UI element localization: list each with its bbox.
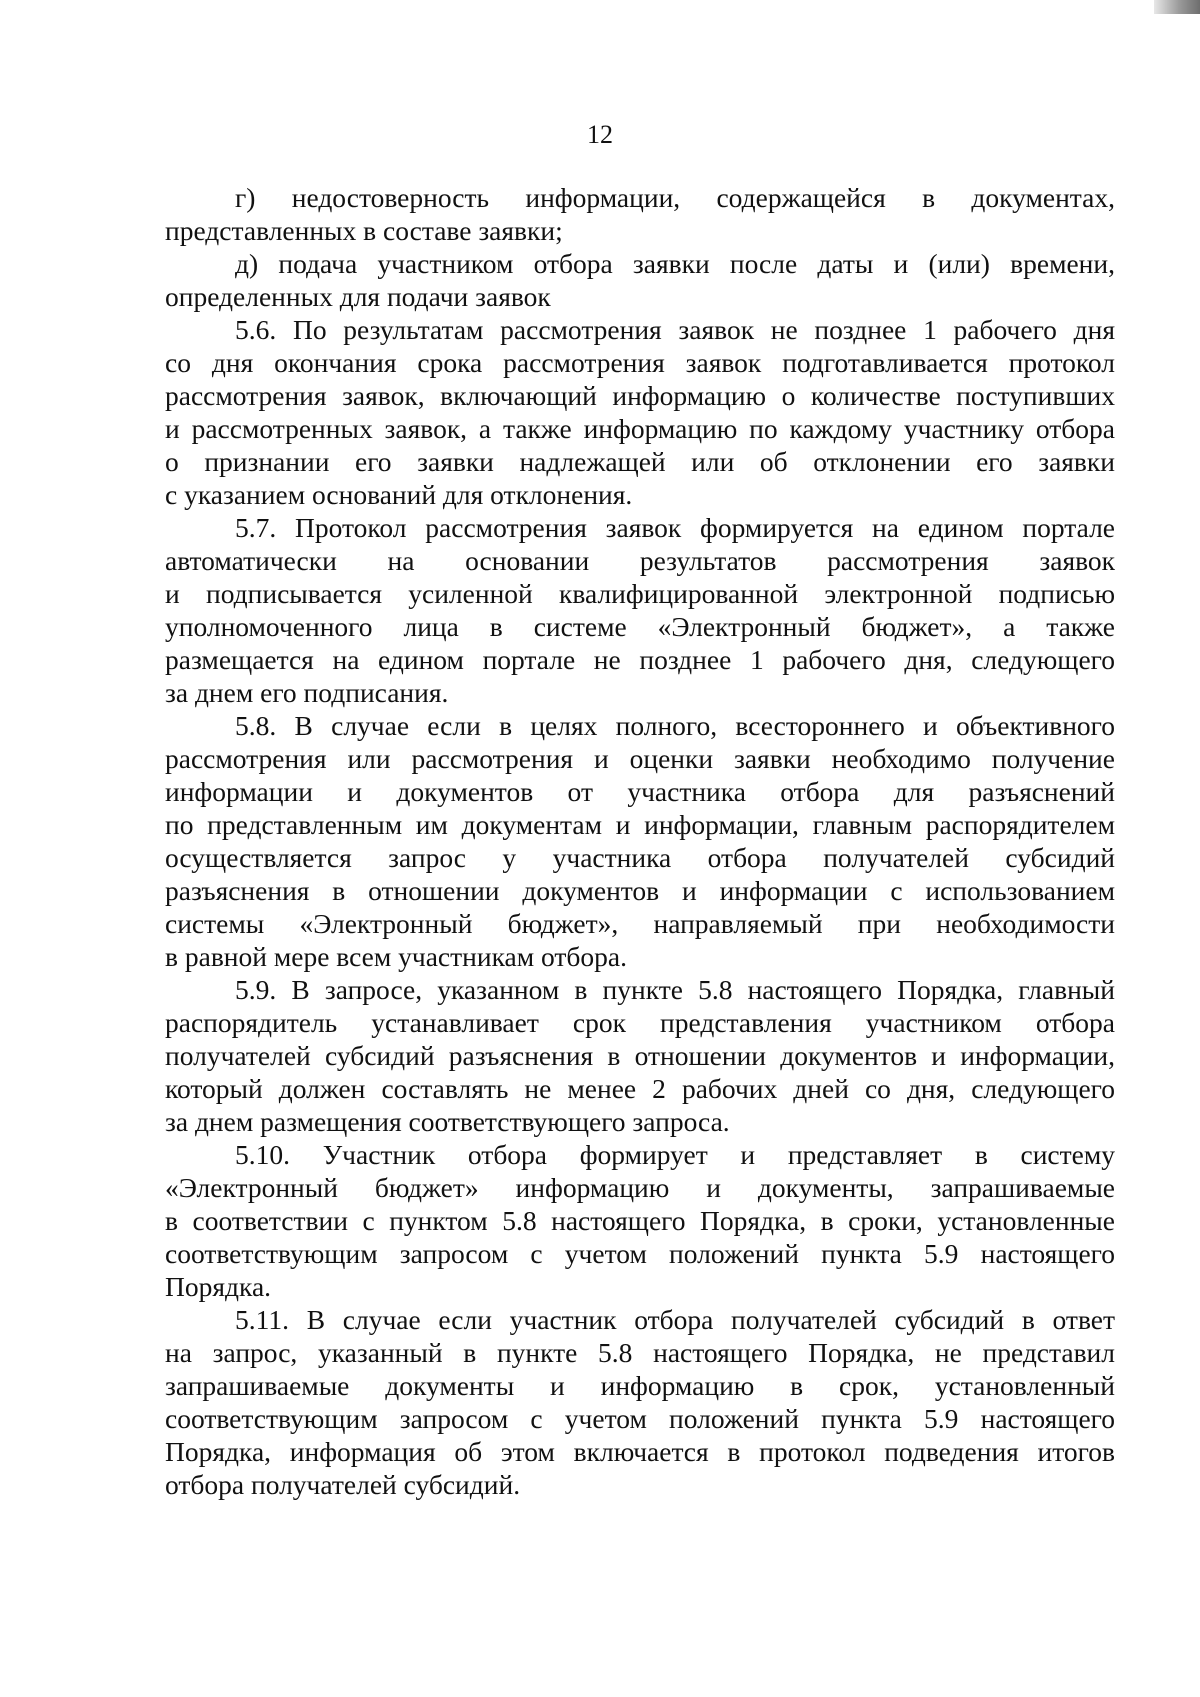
- text-line: рассмотрения заявок, включающий информацию о количестве поступивших: [165, 380, 1115, 411]
- text-line: 5.7. Протокол рассмотрения заявок формируется на едином портале: [235, 512, 1115, 543]
- paragraph-5-6: [165, 313, 1115, 511]
- text-line: с указанием оснований для отклонения.: [165, 479, 633, 510]
- text-line: уполномоченного лица в системе «Электронный бюджет», а также: [165, 611, 1115, 642]
- paragraph-5-9: [165, 973, 1115, 1138]
- page-number: 12: [587, 120, 613, 149]
- text-line: на запрос, указанный в пункте 5.8 настоящего Порядка, не представил: [165, 1337, 1115, 1368]
- paragraph-d: [165, 247, 1115, 313]
- text-line: разъяснения в отношении документов и информации с использованием: [165, 875, 1115, 906]
- text-line: Порядка.: [165, 1271, 272, 1302]
- text-line: в соответствии с пунктом 5.8 настоящего Порядка, в сроки, установленные: [165, 1205, 1115, 1236]
- paragraph-5-11: [165, 1303, 1115, 1501]
- text-line: по представленным им документам и информации, главным распорядителем: [165, 809, 1115, 840]
- document-body: [165, 181, 1115, 1501]
- text-line: и рассмотренных заявок, а также информацию по каждому участнику отбора: [165, 413, 1115, 444]
- text-line: который должен составлять не менее 2 рабочих дней со дня, следующего: [165, 1073, 1115, 1104]
- text-line: д) подача участником отбора заявки после даты и (или) времени,: [235, 248, 1115, 279]
- text-line: представленных в составе заявки;: [165, 215, 563, 246]
- text-line: рассмотрения или рассмотрения и оценки заявки необходимо получение: [165, 743, 1115, 774]
- scan-edge-mark: [1154, 0, 1200, 14]
- text-line: определенных для подачи заявок: [165, 281, 551, 312]
- text-line: размещается на едином портале не позднее 1 рабочего дня, следующего: [165, 644, 1115, 675]
- text-line: Порядка, информация об этом включается в протокол подведения итогов: [165, 1436, 1115, 1467]
- text-line: 5.11. В случае если участник отбора получателей субсидий в ответ: [235, 1304, 1115, 1335]
- paragraph-g: [165, 181, 1115, 247]
- paragraph-5-8: [165, 709, 1115, 973]
- text-line: соответствующим запросом с учетом положений пункта 5.9 настоящего: [165, 1403, 1115, 1434]
- paragraph-5-7: [165, 511, 1115, 709]
- text-line: осуществляется запрос у участника отбора получателей субсидий: [165, 842, 1115, 873]
- paragraph-5-10: [165, 1138, 1115, 1303]
- text-line: со дня окончания срока рассмотрения заявок подготавливается протокол: [165, 347, 1115, 378]
- text-line: получателей субсидий разъяснения в отношении документов и информации,: [165, 1040, 1115, 1071]
- text-line: 5.10. Участник отбора формирует и представляет в систему: [235, 1139, 1115, 1170]
- text-line: и подписывается усиленной квалифицированной электронной подписью: [165, 578, 1115, 609]
- text-line: системы «Электронный бюджет», направляемый при необходимости: [165, 908, 1115, 939]
- text-line: отбора получателей субсидий.: [165, 1469, 521, 1500]
- text-line: распорядитель устанавливает срок представления участником отбора: [165, 1007, 1115, 1038]
- text-line: г) недостоверность информации, содержащейся в документах,: [235, 182, 1115, 213]
- text-line: «Электронный бюджет» информацию и документы, запрашиваемые: [165, 1172, 1115, 1203]
- text-line: автоматически на основании результатов рассмотрения заявок: [165, 545, 1115, 576]
- text-line: в равной мере всем участникам отбора.: [165, 941, 627, 972]
- text-line: 5.6. По результатам рассмотрения заявок не позднее 1 рабочего дня: [235, 314, 1115, 345]
- text-line: за днем размещения соответствующего запроса.: [165, 1106, 730, 1137]
- text-line: 5.8. В случае если в целях полного, всестороннего и объективного: [235, 710, 1115, 741]
- text-line: соответствующим запросом с учетом положений пункта 5.9 настоящего: [165, 1238, 1115, 1269]
- text-line: запрашиваемые документы и информацию в срок, установленный: [165, 1370, 1115, 1401]
- text-line: 5.9. В запросе, указанном в пункте 5.8 настоящего Порядка, главный: [235, 974, 1115, 1005]
- text-line: о признании его заявки надлежащей или об отклонении его заявки: [165, 446, 1115, 477]
- text-line: за днем его подписания.: [165, 677, 449, 708]
- text-line: информации и документов от участника отбора для разъяснений: [165, 776, 1115, 807]
